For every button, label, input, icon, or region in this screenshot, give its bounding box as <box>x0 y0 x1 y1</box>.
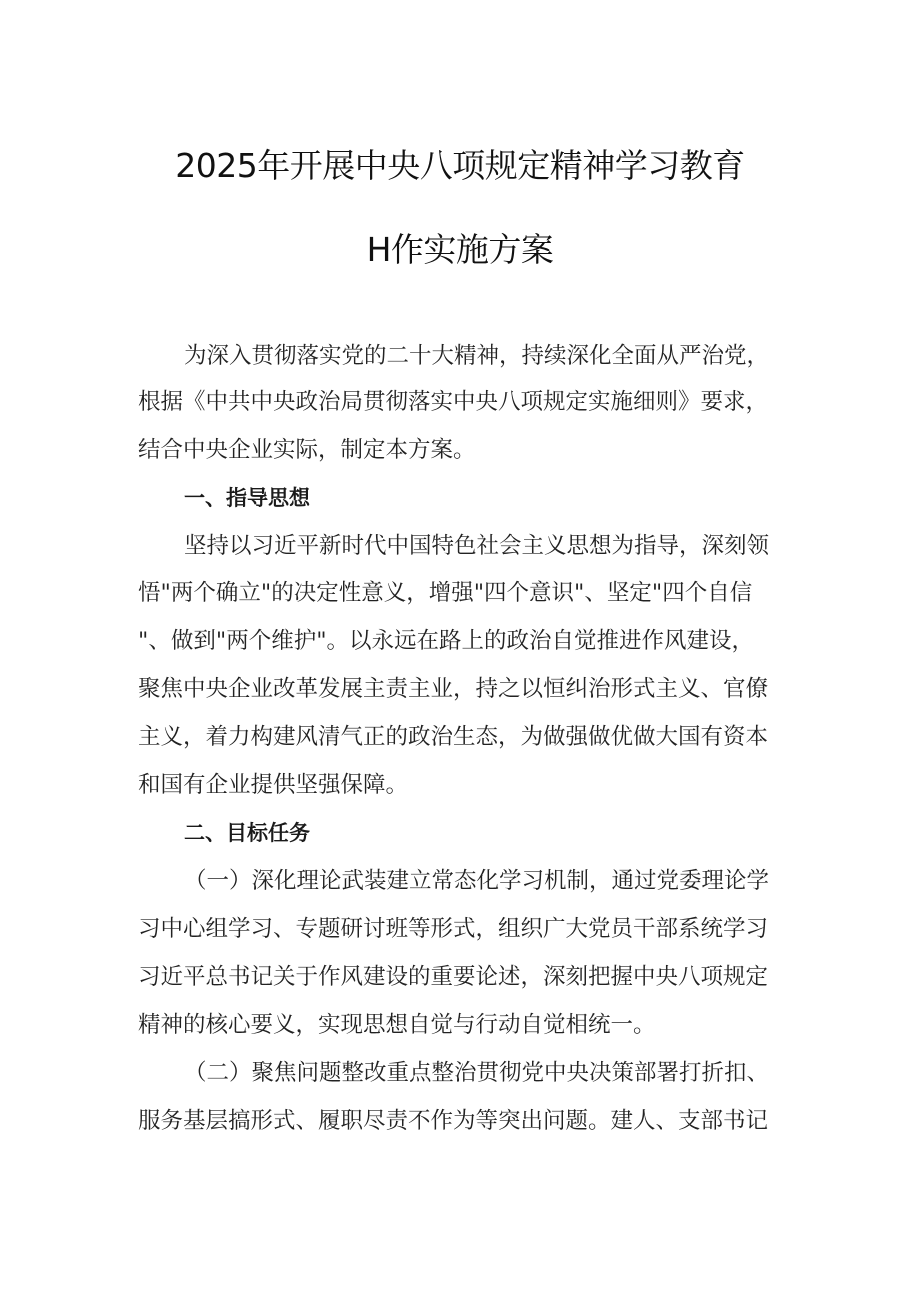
intro-line: 结合中央企业实际，制定本方案。 <box>138 437 476 463</box>
section-heading-guiding-ideology: 一、指导思想 <box>184 486 310 510</box>
section2-item1-line: （一）深化理论武装建立常态化学习机制，通过党委理论学 <box>184 868 770 894</box>
intro-line: 为深入贯彻落实党的二十大精神，持续深化全面从严治党， <box>184 343 770 369</box>
document-title-line-1: 2025年开展中央八项规定精神学习教育 <box>175 146 745 185</box>
section2-item1-line: 习中心组学习、专题研讨班等形式，组织广大党员干部系统学习 <box>138 916 769 942</box>
section1-line: 聚焦中央企业改革发展主责主业，持之以恒纠治形式主义、官僚 <box>138 676 769 702</box>
section2-item1-line: 精神的核心要义，实现思想自觉与行动自觉相统一。 <box>138 1012 656 1038</box>
section-heading-goals-tasks: 二、目标任务 <box>184 821 310 845</box>
intro-line: 根据《中共中央政治局贯彻落实中央八项规定实施细则》要求， <box>138 389 769 415</box>
section2-item2-line: 服务基层搞形式、履职尽责不作为等突出问题。建人、支部书记 <box>138 1108 769 1134</box>
section1-line: 悟"两个确立"的决定性意义，增强"四个意识"、坚定"四个自信 <box>138 580 753 606</box>
section1-line: 坚持以习近平新时代中国特色社会主义思想为指导，深刻领 <box>184 533 770 559</box>
document-title-line-2: H作实施方案 <box>366 230 554 269</box>
section2-item1-line: 习近平总书记关于作风建设的重要论述，深刻把握中央八项规定 <box>138 964 769 990</box>
section1-line: 和国有企业提供坚强保障。 <box>138 772 409 798</box>
section1-line: "、做到"两个维护"。以永远在路上的政治自觉推进作风建设， <box>138 628 755 654</box>
section1-line: 主义，着力构建风清气正的政治生态，为做强做优做大国有资本 <box>138 724 769 750</box>
section2-item2-line: （二）聚焦问题整改重点整治贯彻党中央决策部署打折扣、 <box>184 1060 770 1086</box>
